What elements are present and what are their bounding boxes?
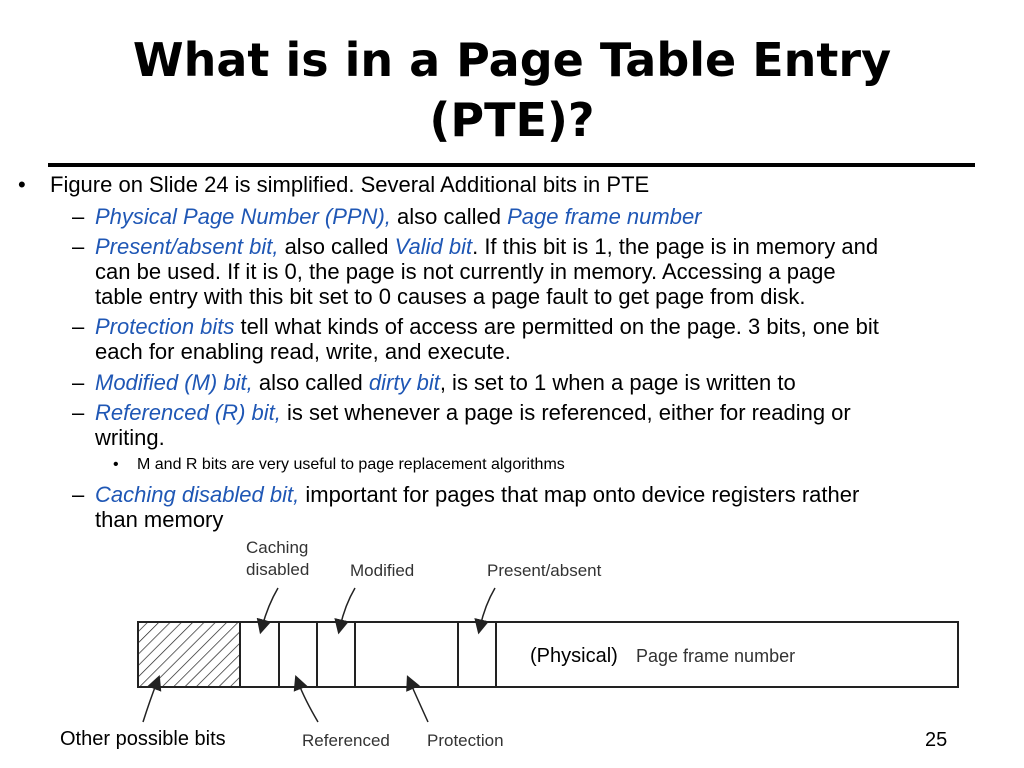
page-frame-number-label: Page frame number	[636, 646, 796, 666]
caching-label-line-2: disabled	[246, 560, 310, 579]
modified-mid: also called	[252, 370, 369, 395]
dash-marker: –	[72, 314, 85, 339]
modified-label: Modified	[350, 561, 415, 580]
sub-bullet-dot: •	[113, 456, 119, 473]
item-caching-line-2: than memory	[95, 507, 224, 532]
present-term: Present/absent bit,	[95, 234, 279, 259]
title-line-1: What is in a Page Table Entry	[132, 33, 892, 87]
present-rest-1: . If this bit is 1, the page is in memory and	[472, 234, 879, 259]
ppn-term2: Page frame number	[507, 204, 702, 229]
main-bullet-text: Figure on Slide 24 is simplified. Several Additional bits in PTE	[50, 172, 650, 197]
other-possible-bits-label: Other possible bits	[60, 728, 226, 750]
modified-term: Modified (M) bit	[95, 370, 247, 395]
modified-term2: dirty bit	[368, 370, 440, 395]
referenced-rest-1: is set whenever a page is referenced, either for reading or	[280, 400, 851, 425]
mr-note: M and R bits are very useful to page replacement algorithms	[137, 456, 565, 473]
item-present-line-3: table entry with this bit set to 0 causes a page fault to get page from disk.	[95, 284, 806, 309]
title-line-2: (PTE)?	[429, 93, 595, 147]
modified-rest: , is set to 1 when a page is written to	[439, 370, 796, 395]
physical-label: (Physical)	[530, 645, 618, 667]
slide-number: 25	[925, 729, 948, 751]
protection-label: Protection	[427, 731, 504, 750]
ppn-mid: also called	[390, 204, 508, 229]
dash-marker: –	[72, 400, 85, 425]
item-referenced-line-2: writing.	[95, 425, 165, 450]
caching-term: Caching disabled bit,	[95, 482, 300, 507]
present-mid: also called	[278, 234, 395, 259]
item-present-line-2: can be used. If it is 0, the page is not currently in memory. Accessing a page	[95, 259, 836, 284]
protection-rest-1: tell what kinds of access are permitted on the page. 3 bits, one bit	[234, 314, 879, 339]
caching-label-line-1: Caching	[246, 538, 309, 557]
dash-marker: –	[72, 370, 85, 395]
referenced-label: Referenced	[302, 731, 390, 750]
present-absent-label: Present/absent	[487, 561, 602, 580]
ppn-term: Physical Page Number (PPN),	[95, 204, 391, 229]
bullet-dot: •	[18, 172, 26, 197]
item-protection-line-2: each for enabling read, write, and execute.	[95, 339, 511, 364]
protection-term: Protection bits	[95, 314, 235, 339]
dash-marker: –	[72, 482, 85, 507]
present-term2: Valid bit	[394, 234, 473, 259]
caching-rest-1: important for pages that map onto device registers rather	[299, 482, 860, 507]
dash-marker: –	[72, 234, 85, 259]
other-bits-field	[138, 622, 240, 687]
referenced-term: Referenced (R) bit,	[95, 400, 281, 425]
modified-comma: ,	[246, 370, 253, 395]
dash-marker: –	[72, 204, 85, 229]
